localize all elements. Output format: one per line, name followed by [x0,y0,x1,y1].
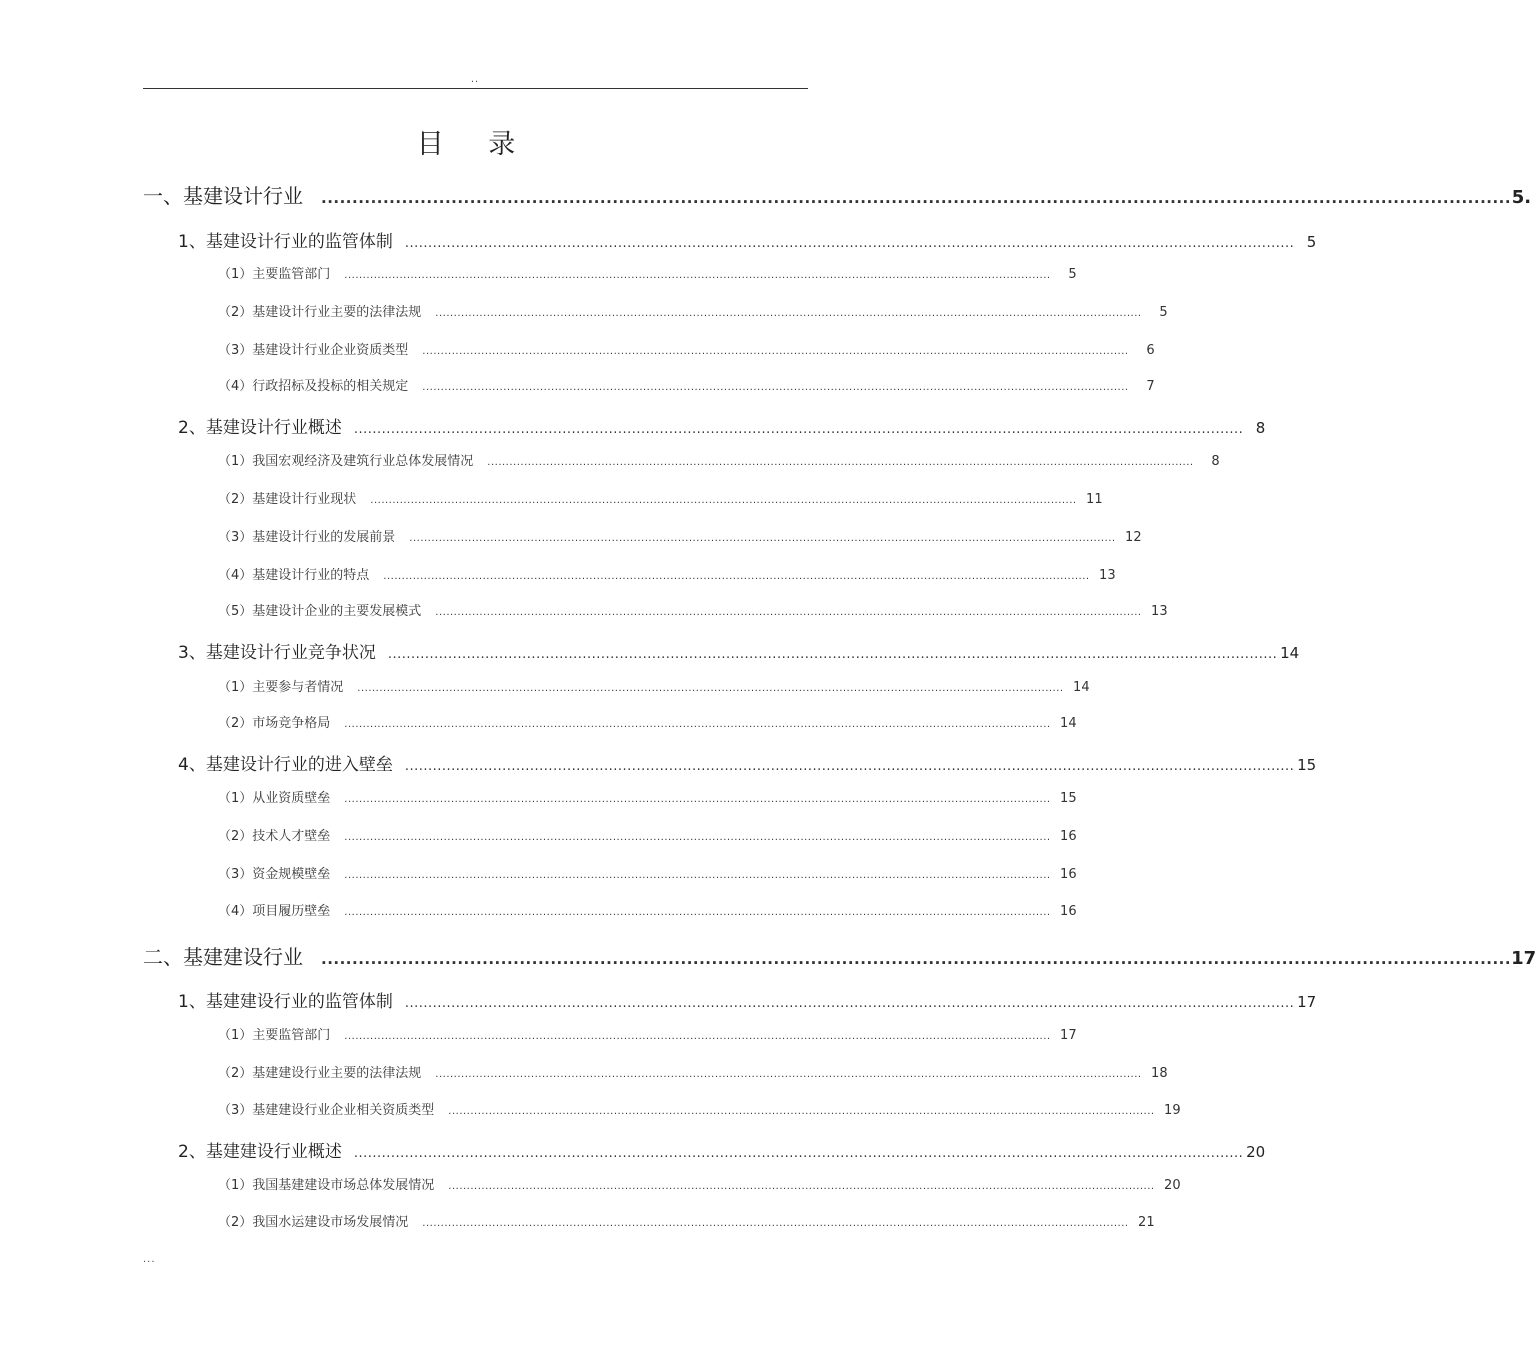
toc-leader-dots: ................................................................................................................................................................................................ [422,1218,1129,1229]
page-title: 目 录 [416,129,534,160]
toc-leader-dots: ................................................................................................................................................................................................ [383,571,1090,582]
toc-entry-level1[interactable] [143,941,1536,970]
toc-entry-label: 1、基建设计行业的监管体制 [178,232,393,252]
footer-mark: ... [143,1254,156,1265]
toc-entry-label: （1）主要监管部门 [218,1028,331,1043]
toc-entry-level3[interactable] [218,825,1077,844]
toc-page-number: 7 [1146,379,1155,394]
toc-page-number: 5 [1306,233,1317,251]
toc-entry-label: （3）基建建设行业企业相关资质类型 [218,1103,435,1118]
toc-page-number: 5 [1159,305,1168,320]
toc-leader-dots: ................................................................................................................................................................................................ [422,346,1129,357]
toc-leader-dots: ................................................................................................................................................................................................ [357,683,1064,694]
toc-entry-level2[interactable] [178,750,1317,775]
toc-entry-level3[interactable] [218,863,1077,882]
toc-entry-label: （4）基建设计行业的特点 [218,568,370,583]
toc-entry-label: 2、基建建设行业概述 [178,1142,342,1162]
toc-page-number: 17 [1060,1028,1077,1043]
toc-page-number: 16 [1060,904,1077,919]
toc-page-number: 5 [1068,267,1077,282]
toc-entry-label: （2）我国水运建设市场发展情况 [218,1215,409,1230]
toc-leader-dots: ................................................................................................................................................................................................ [344,1031,1051,1042]
toc-entry-level2[interactable] [178,413,1266,438]
toc-entry-level3[interactable] [218,488,1103,507]
toc-leader-dots: ................................................................................................................................................................................................ [387,647,1278,662]
toc-page-number: 5. [1511,187,1532,208]
toc-leader-dots: ................................................................................................................................................................................................ [353,1146,1244,1161]
header-mark: .. [470,74,480,85]
toc-page-number: 14 [1073,680,1090,695]
toc-page-number: 17 [1297,993,1317,1011]
toc-page-number: 20 [1164,1178,1181,1193]
toc-entry-label: （4）项目履历壁垒 [218,904,331,919]
toc-entry-level3[interactable] [218,1211,1155,1230]
toc-page-number: 14 [1280,644,1300,662]
toc-entry-level3[interactable] [218,676,1090,695]
toc-leader-dots: ................................................................................................................................................................................................ [448,1181,1155,1192]
toc-entry-label: 4、基建设计行业的进入壁垒 [178,755,393,775]
toc-entry-level3[interactable] [218,1024,1077,1043]
toc-entry-label: 2、基建设计行业概述 [178,418,342,438]
toc-entry-label: （1）主要参与者情况 [218,680,344,695]
toc-leader-dots: ................................................................................................................................................................................................ [344,870,1051,881]
toc-page-number: 8 [1211,454,1220,469]
toc-page-number: 21 [1138,1215,1155,1230]
toc-page-number: 12 [1125,530,1142,545]
toc-leader-dots: ................................................................................................................................................................................................ [404,236,1295,251]
toc-page-number: 8 [1255,419,1266,437]
toc-page-number: 17 [1511,948,1536,969]
toc-entry-level3[interactable] [218,526,1142,545]
toc-entry-level3[interactable] [218,1062,1168,1081]
toc-entry-level3[interactable] [218,450,1220,469]
toc-entry-level3[interactable] [218,1099,1181,1118]
toc-entry-label: （2）基建设计行业主要的法律法规 [218,305,422,320]
toc-entry-label: 二、基建建设行业 [143,945,303,969]
toc-leader-dots: ................................................................................................................................................................................................ [404,759,1295,774]
toc-entry-label: （5）基建设计企业的主要发展模式 [218,604,422,619]
toc-entry-label: 3、基建设计行业竞争状况 [178,643,376,663]
toc-leader-dots: ................................................................................................................................................................................................ [344,794,1051,805]
toc-entry-label: （1）我国宏观经济及建筑行业总体发展情况 [218,454,474,469]
toc-leader-dots: ................................................................................................................................................................................................ [409,533,1116,544]
toc-entry-level3[interactable] [218,787,1077,806]
toc-entry-level2[interactable] [178,1137,1266,1162]
toc-leader-dots: ................................................................................................................................................................................................ [344,907,1051,918]
toc-leader-dots: ................................................................................................................................................................................................ [435,308,1142,319]
toc-page-number: 20 [1246,1143,1266,1161]
toc-leader-dots: ................................................................................................................................................................................................ [448,1106,1155,1117]
toc-entry-label: （4）行政招标及投标的相关规定 [218,379,409,394]
toc-entry-level3[interactable] [218,1174,1181,1193]
toc-page-number: 16 [1060,829,1077,844]
toc-entry-level2[interactable] [178,987,1317,1012]
toc-leader-dots: ................................................................................................................................................................................................ [404,996,1295,1011]
toc-entry-level3[interactable] [218,375,1155,394]
toc-entry-level3[interactable] [218,712,1077,731]
toc-page-number: 11 [1086,492,1103,507]
toc-leader-dots: ................................................................................................................................................................................................ [435,1069,1142,1080]
toc-leader-dots: ................................................................................................................................................................................................ [321,189,1512,207]
toc-entry-level2[interactable] [178,227,1317,252]
toc-leader-dots: ................................................................................................................................................................................................ [422,382,1129,393]
toc-entry-label: （3）资金规模壁垒 [218,867,331,882]
toc-entry-label: （1）我国基建建设市场总体发展情况 [218,1178,435,1193]
toc-entry-label: 一、基建设计行业 [143,184,303,208]
toc-entry-level3[interactable] [218,600,1168,619]
toc-page-number: 19 [1164,1103,1181,1118]
toc-leader-dots: ................................................................................................................................................................................................ [370,495,1077,506]
toc-leader-dots: ................................................................................................................................................................................................ [353,422,1244,437]
toc-leader-dots: ................................................................................................................................................................................................ [435,607,1142,618]
toc-entry-level2[interactable] [178,638,1300,663]
header-rule [143,88,808,89]
toc-entry-label: （1）从业资质壁垒 [218,791,331,806]
toc-entry-label: （2）技术人才壁垒 [218,829,331,844]
toc-entry-label: （2）基建建设行业主要的法律法规 [218,1066,422,1081]
toc-page-number: 6 [1146,343,1155,358]
toc-entry-level3[interactable] [218,339,1155,358]
toc-entry-level3[interactable] [218,301,1168,320]
toc-leader-dots: ................................................................................................................................................................................................ [487,457,1194,468]
toc-page-number: 16 [1060,867,1077,882]
toc-entry-level3[interactable] [218,263,1077,282]
toc-leader-dots: ................................................................................................................................................................................................ [344,719,1051,730]
toc-entry-label: （1）主要监管部门 [218,267,331,282]
toc-page-number: 14 [1060,716,1077,731]
toc-entry-label: 1、基建建设行业的监管体制 [178,992,393,1012]
toc-leader-dots: ................................................................................................................................................................................................ [321,950,1512,968]
toc-entry-level1[interactable] [143,180,1532,209]
toc-page-number: 15 [1297,756,1317,774]
toc-page-number: 13 [1151,604,1168,619]
toc-page-number: 15 [1060,791,1077,806]
toc-page-number: 13 [1099,568,1116,583]
toc-page-number: 18 [1151,1066,1168,1081]
toc-leader-dots: ................................................................................................................................................................................................ [344,270,1051,281]
toc-entry-level3[interactable] [218,900,1077,919]
toc-entry-level3[interactable] [218,564,1116,583]
toc-entry-label: （2）市场竞争格局 [218,716,331,731]
toc-entry-label: （3）基建设计行业的发展前景 [218,530,396,545]
toc-leader-dots: ................................................................................................................................................................................................ [344,832,1051,843]
toc-entry-label: （2）基建设计行业现状 [218,492,357,507]
toc-entry-label: （3）基建设计行业企业资质类型 [218,343,409,358]
